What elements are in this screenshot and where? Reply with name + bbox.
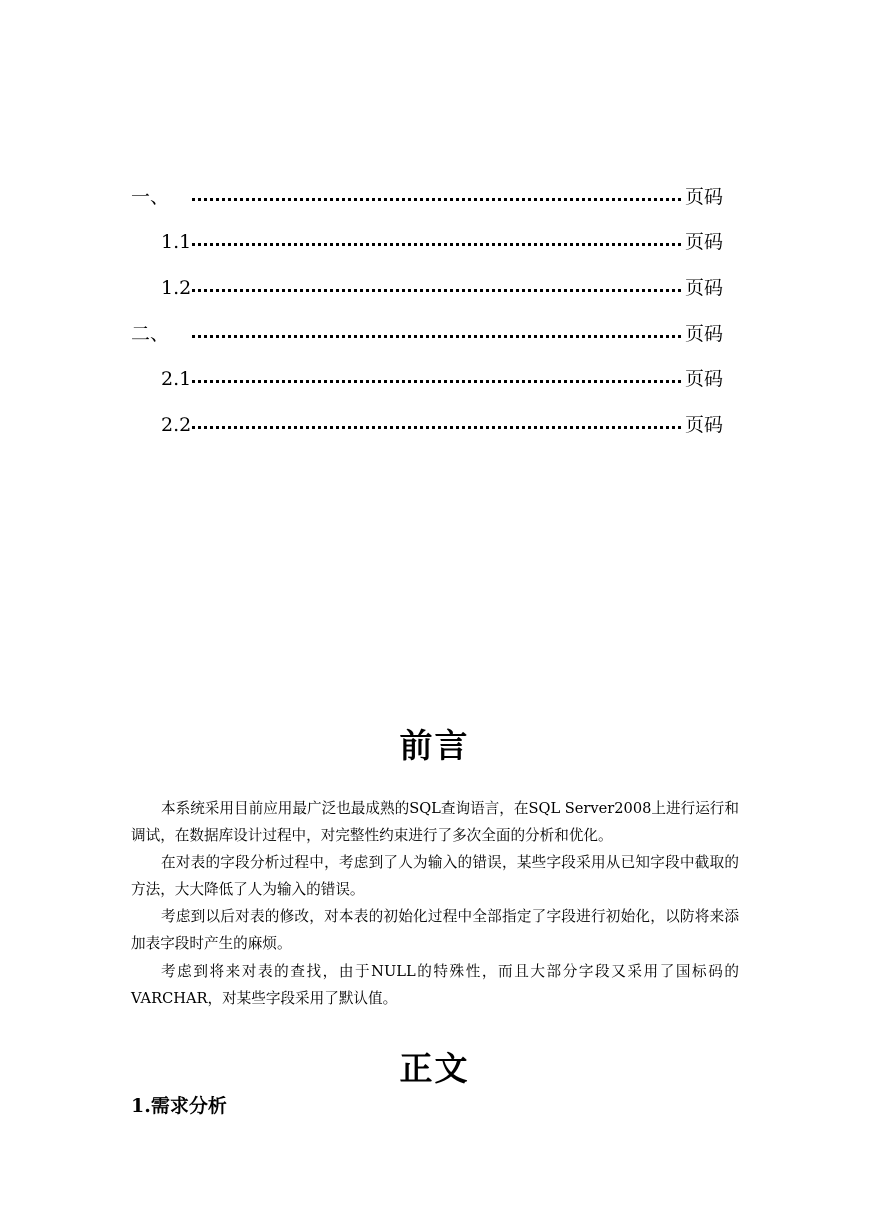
toc-dot-leader	[192, 225, 683, 259]
table-of-contents	[131, 174, 723, 448]
toc-entry-number: 一、	[131, 185, 170, 208]
toc-entry-number: 2.1	[161, 368, 192, 391]
toc-entry-number: 二、	[131, 322, 170, 345]
preface-heading: 前言	[399, 726, 470, 765]
preface-paragraph: 考虑到将来对表的查找，由于NULL的特殊性，而且大部分字段又采用了国标码的VARCHAR，对某些字段采用了默认值。	[131, 962, 739, 1007]
toc-entry-number: 2.2	[161, 413, 192, 436]
preface-paragraph: 考虑到以后对表的修改，对本表的初始化过程中全部指定了字段进行初始化，以防将来添加表字段时产生的麻烦。	[131, 908, 739, 953]
toc-entry[interactable]	[131, 265, 723, 311]
toc-entry[interactable]	[131, 311, 723, 357]
toc-dot-leader	[192, 180, 683, 214]
body-heading: 正文	[399, 1049, 470, 1088]
toc-dot-leader	[192, 317, 683, 351]
section-heading: 1.需求分析	[131, 1095, 227, 1117]
toc-entry-page: 页码	[684, 185, 723, 208]
toc-entry-page: 页码	[684, 322, 723, 345]
toc-dot-leader	[192, 362, 683, 396]
toc-dot-leader	[192, 408, 683, 442]
toc-entry[interactable]	[131, 356, 723, 402]
toc-entry-page: 页码	[684, 368, 723, 391]
toc-entry-number: 1.1	[161, 231, 192, 254]
toc-entry[interactable]	[131, 220, 723, 266]
toc-entry-page: 页码	[684, 413, 723, 436]
preface-paragraph: 本系统采用目前应用最广泛也最成熟的SQL查询语言，在SQL Server2008上进行运行和调试，在数据库设计过程中，对完整性约束进行了多次全面的分析和优化。	[131, 800, 739, 845]
toc-entry-number: 1.2	[161, 276, 192, 299]
preface-paragraph: 在对表的字段分析过程中，考虑到了人为输入的错误，某些字段采用从已知字段中截取的方法，大大降低了人为输入的错误。	[131, 854, 739, 899]
preface-body	[131, 795, 739, 1012]
toc-entry[interactable]	[131, 402, 723, 448]
toc-dot-leader	[192, 271, 683, 305]
toc-entry-page: 页码	[684, 276, 723, 299]
toc-entry[interactable]	[131, 174, 723, 220]
toc-entry-page: 页码	[684, 231, 723, 254]
